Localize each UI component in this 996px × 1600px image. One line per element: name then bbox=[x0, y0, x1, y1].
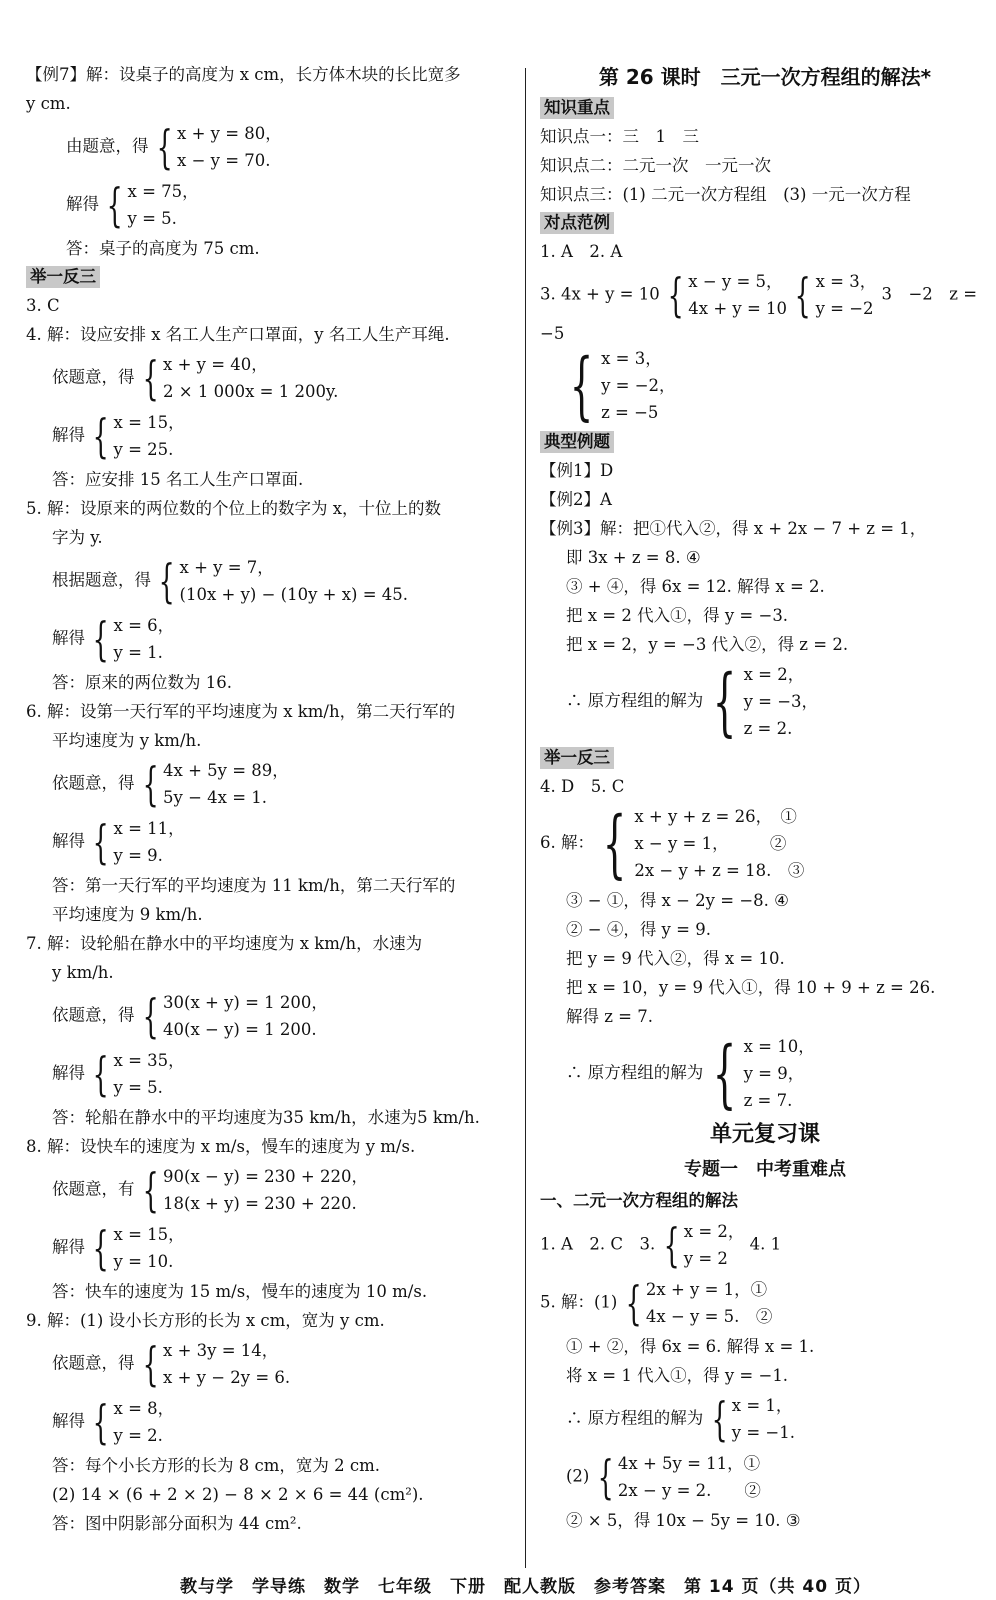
setup-text: 依题意，有 bbox=[52, 1179, 135, 1199]
solution: x = 8， bbox=[113, 1399, 175, 1418]
equation: 40(x − y) = 1 200. bbox=[163, 1020, 317, 1039]
solve-text: 解得 bbox=[52, 425, 85, 445]
q5-answer: 答：原来的两位数为 16. bbox=[52, 673, 232, 692]
q7-line2: y km/h. bbox=[52, 963, 114, 982]
q6-line1: 6. 解：设第一天行军的平均速度为 x km/h，第二天行军的 bbox=[26, 702, 456, 721]
q5-line2: 字为 y. bbox=[52, 528, 103, 547]
answer-3-prefix: 3. 4x + y = 10 bbox=[540, 284, 660, 304]
review-5-system: 5. 解：(1) { 2x + y = 1，① 4x − y = 5. ② bbox=[540, 1276, 773, 1330]
q6-step4: 把 x = 10，y = 9 代入①，得 10 + 9 + z = 26. bbox=[566, 978, 936, 997]
solution: x = 3， bbox=[815, 272, 877, 291]
example-3-solution: ∴ 原方程组的解为 { x = 2， y = −3， z = 2. bbox=[566, 658, 819, 745]
right-column bbox=[540, 60, 990, 1535]
knowledge-point-1: 知识点一：三 1 三 bbox=[540, 127, 699, 146]
answers-4-5: 4. D 5. C bbox=[540, 777, 625, 796]
section-heading: 举一反三 bbox=[26, 266, 100, 288]
q7-line1: 7. 解：设轮船在静水中的平均速度为 x km/h，水速为 bbox=[26, 934, 423, 953]
solution: y = 9. bbox=[113, 846, 163, 865]
ex7-line1: 【例7】解：设桌子的高度为 x cm，长方体木块的长比宽多 bbox=[26, 65, 461, 84]
q9-line1: 9. 解：(1) 设小长方形的长为 x cm，宽为 y cm. bbox=[26, 1311, 385, 1330]
equation: 30(x + y) = 1 200， bbox=[163, 993, 328, 1012]
review-5-solution: ∴ 原方程组的解为 { x = 1， y = −1. bbox=[566, 1392, 795, 1446]
equation: x − y = 1， ② bbox=[634, 834, 787, 853]
q5-line1: 5. 解：设原来的两位数的个位上的数字为 x，十位上的数 bbox=[26, 499, 442, 518]
example-1: 【例1】D bbox=[540, 461, 614, 480]
solution: x = 3， bbox=[601, 349, 662, 368]
conclusion-text: ∴ 原方程组的解为 bbox=[566, 691, 704, 710]
q9-solution: 解得 { x = 8， y = 2. bbox=[52, 1395, 175, 1449]
q9-system: 依题意，得 { x + 3y = 14， x + y − 2y = 6. bbox=[52, 1337, 291, 1391]
conclusion-text: ∴ 原方程组的解为 bbox=[566, 1408, 704, 1428]
solution: z = 7. bbox=[743, 1091, 793, 1110]
review-prefix: 1. A 2. C 3. bbox=[540, 1234, 656, 1254]
review-5-step2: 将 x = 1 代入①，得 y = −1. bbox=[566, 1366, 789, 1385]
answers-1-2: 1. A 2. A bbox=[540, 242, 623, 261]
q6-answer2: 平均速度为 9 km/h. bbox=[52, 905, 203, 924]
review-5b-system: (2) { 4x + 5y = 11，① 2x − y = 2. ② bbox=[566, 1450, 761, 1504]
q9-part2: (2) 14 × (6 + 2 × 2) − 8 × 2 × 6 = 44 (cm²). bbox=[52, 1485, 424, 1504]
equation: 4x − y = 5. ② bbox=[645, 1307, 773, 1326]
solution: y = −2 bbox=[815, 299, 874, 318]
q6-line2: 平均速度为 y km/h. bbox=[52, 731, 202, 750]
equation: 4x + y = 10 bbox=[688, 299, 788, 318]
ex7-solution: 解得 { x = 75， y = 5. bbox=[66, 178, 199, 232]
subheading: 一、二元一次方程组的解法 bbox=[540, 1191, 738, 1210]
knowledge-point-2: 知识点二：二元一次 一元一次 bbox=[540, 156, 771, 175]
q6-step3: 把 y = 9 代入②，得 x = 10. bbox=[566, 949, 785, 968]
setup-text: 依题意，得 bbox=[52, 1005, 135, 1025]
q8-line1: 8. 解：设快车的速度为 x m/s，慢车的速度为 y m/s. bbox=[26, 1137, 416, 1156]
equation: 2x + y = 1，① bbox=[645, 1280, 768, 1299]
solve-text: 解得 bbox=[66, 194, 99, 214]
lesson-title: 第 26 课时 三元一次方程组的解法* bbox=[598, 65, 932, 89]
example-3-line3: ③ + ④，得 6x = 12. 解得 x = 2. bbox=[566, 577, 825, 596]
topic-title: 专题一 中考重难点 bbox=[684, 1159, 846, 1180]
section-heading: 举一反三 bbox=[540, 747, 614, 769]
setup-text: 根据题意，得 bbox=[52, 570, 151, 590]
example-2: 【例2】A bbox=[540, 490, 612, 509]
solution: z = −5 bbox=[601, 403, 659, 422]
setup-text: 依题意，得 bbox=[52, 773, 135, 793]
q5-system: 根据题意，得 { x + y = 7， (10x + y) − (10y + x) = 45. bbox=[52, 554, 409, 608]
unit-title: 单元复习课 bbox=[709, 1122, 820, 1147]
q6-system: 6. 解： { x + y + z = 26， ① x − y = 1， ② 2x − y + z = 18. ③ bbox=[540, 800, 805, 887]
equation: x + y − 2y = 6. bbox=[163, 1368, 291, 1387]
solution: x = 75， bbox=[127, 182, 199, 201]
solution: y = 2. bbox=[113, 1426, 163, 1445]
review-5b-prefix: (2) bbox=[566, 1466, 590, 1486]
solution: z = 2. bbox=[743, 719, 793, 738]
equation: 4x + 5y = 11，① bbox=[617, 1454, 761, 1473]
q6-solution: 解得 { x = 11， y = 9. bbox=[52, 815, 185, 869]
knowledge-point-3: 知识点三：(1) 二元一次方程组 (3) 一元一次方程 bbox=[540, 185, 911, 204]
example-3-line5: 把 x = 2，y = −3 代入②，得 z = 2. bbox=[566, 635, 849, 654]
q9-answer: 答：每个小长方形的长为 8 cm，宽为 2 cm. bbox=[52, 1456, 380, 1475]
setup-text: 依题意，得 bbox=[52, 1353, 135, 1373]
solution: x = 6， bbox=[113, 616, 175, 635]
equation: 18(x + y) = 230 + 220. bbox=[163, 1194, 357, 1213]
equation: x + y + z = 26， ① bbox=[634, 807, 797, 826]
review-5b-step1: ② × 5，得 10x − 5y = 10. ③ bbox=[566, 1511, 801, 1530]
conclusion-text: ∴ 原方程组的解为 bbox=[566, 1063, 704, 1082]
q4-line1: 4. 解：设应安排 x 名工人生产口罩面，y 名工人生产耳绳. bbox=[26, 325, 450, 344]
example-3-line2: 即 3x + z = 8. ④ bbox=[566, 548, 701, 567]
answer-3-final: { x = 3， y = −2， z = −5 bbox=[569, 342, 676, 429]
solution: y = −1. bbox=[731, 1423, 795, 1442]
equation: 5y − 4x = 1. bbox=[163, 788, 268, 807]
solution: x = 2， bbox=[683, 1222, 745, 1241]
section-heading: 典型例题 bbox=[540, 431, 614, 453]
example-3-line4: 把 x = 2 代入①，得 y = −3. bbox=[566, 606, 789, 625]
ex7-answer: 答：桌子的高度为 75 cm. bbox=[66, 239, 260, 258]
equation: 2 × 1 000x = 1 200y. bbox=[163, 382, 339, 401]
solution: x = 2， bbox=[743, 665, 805, 684]
q6-system: 依题意，得 { 4x + 5y = 89， 5y − 4x = 1. bbox=[52, 757, 289, 811]
answer-3-suffix: 3 −2 z = −5 bbox=[540, 284, 978, 343]
setup-text: 由题意，得 bbox=[66, 136, 149, 156]
column-divider bbox=[525, 68, 526, 1568]
review-suffix: 4. 1 bbox=[749, 1234, 782, 1254]
q8-system: 依题意，有 { 90(x − y) = 230 + 220， 18(x + y) = 230 + 220. bbox=[52, 1163, 368, 1217]
solution: x = 1， bbox=[731, 1396, 793, 1415]
answer-3: 3. 4x + y = 10 { x − y = 5， 4x + y = 10 { x = 3， y = −2 3 −2 z = −5 bbox=[540, 268, 978, 343]
solution: y = −2， bbox=[601, 376, 676, 395]
solve-text: 解得 bbox=[52, 1411, 85, 1431]
q6-answer1: 答：第一天行军的平均速度为 11 km/h，第二天行军的 bbox=[52, 876, 456, 895]
equation: 90(x − y) = 230 + 220， bbox=[163, 1167, 368, 1186]
q4-answer: 答：应安排 15 名工人生产口罩面. bbox=[52, 470, 304, 489]
ex7-line2: y cm. bbox=[26, 94, 71, 113]
solution: y = 25. bbox=[113, 440, 174, 459]
solution: x = 15， bbox=[113, 1225, 185, 1244]
page-footer: 教与学 学导练 数学 七年级 下册 配人教版 参考答案 第 14 页（共 40 页） bbox=[180, 1577, 871, 1597]
solution: x = 15， bbox=[113, 413, 185, 432]
solve-text: 解得 bbox=[52, 628, 85, 648]
section-heading: 知识重点 bbox=[540, 97, 614, 119]
q6-step5: 解得 z = 7. bbox=[566, 1007, 653, 1026]
solution: y = 10. bbox=[113, 1252, 174, 1271]
q6-solution: ∴ 原方程组的解为 { x = 10， y = 9， z = 7. bbox=[566, 1030, 815, 1117]
review-5-prefix: 5. 解：(1) bbox=[540, 1292, 618, 1312]
q4-system: 依题意，得 { x + y = 40， 2 × 1 000x = 1 200y. bbox=[52, 351, 339, 405]
section-heading: 对点范例 bbox=[540, 212, 614, 234]
q9-answer2: 答：图中阴影部分面积为 44 cm². bbox=[52, 1514, 302, 1533]
equation: 2x − y + z = 18. ③ bbox=[634, 861, 805, 880]
q7-answer: 答：轮船在静水中的平均速度为35 km/h，水速为5 km/h. bbox=[52, 1108, 480, 1127]
solution: y = −3， bbox=[743, 692, 819, 711]
equation: 2x − y = 2. ② bbox=[617, 1481, 761, 1500]
equation: (10x + y) − (10y + x) = 45. bbox=[179, 585, 409, 604]
solution: x = 11， bbox=[113, 819, 185, 838]
ex7-system: 由题意，得 { x + y = 80， x − y = 70. bbox=[66, 120, 282, 174]
q5-solution: 解得 { x = 6， y = 1. bbox=[52, 612, 175, 666]
equation: x − y = 70. bbox=[177, 151, 271, 170]
q8-answer: 答：快车的速度为 15 m/s，慢车的速度为 10 m/s. bbox=[52, 1282, 428, 1301]
solution: y = 1. bbox=[113, 643, 163, 662]
q7-system: 依题意，得 { 30(x + y) = 1 200， 40(x − y) = 1 200. bbox=[52, 989, 328, 1043]
solve-text: 解得 bbox=[52, 831, 85, 851]
solve-text: 解得 bbox=[52, 1237, 85, 1257]
q3-answer: 3. C bbox=[26, 296, 60, 315]
solution: y = 5. bbox=[113, 1078, 163, 1097]
equation: x + 3y = 14， bbox=[163, 1341, 279, 1360]
solution: y = 5. bbox=[127, 209, 177, 228]
q7-solution: 解得 { x = 35， y = 5. bbox=[52, 1047, 185, 1101]
q6-step1: ③ − ①，得 x − 2y = −8. ④ bbox=[566, 891, 789, 910]
left-column bbox=[26, 60, 516, 1538]
example-3-line1: 【例3】解：把①代入②，得 x + 2x − 7 + z = 1， bbox=[540, 519, 927, 538]
solution: x = 35， bbox=[113, 1051, 185, 1070]
q8-solution: 解得 { x = 15， y = 10. bbox=[52, 1221, 185, 1275]
solution: y = 9， bbox=[743, 1064, 805, 1083]
q6-prefix: 6. 解： bbox=[540, 833, 594, 852]
equation: x + y = 80， bbox=[177, 124, 282, 143]
solve-text: 解得 bbox=[52, 1063, 85, 1083]
setup-text: 依题意，得 bbox=[52, 367, 135, 387]
q4-solution: 解得 { x = 15， y = 25. bbox=[52, 409, 185, 463]
equation: x + y = 7， bbox=[179, 558, 274, 577]
solution: y = 2 bbox=[683, 1249, 728, 1268]
equation: x + y = 40， bbox=[163, 355, 268, 374]
q6-step2: ② − ④，得 y = 9. bbox=[566, 920, 711, 939]
equation: x − y = 5， bbox=[688, 272, 783, 291]
solution: x = 10， bbox=[743, 1037, 815, 1056]
review-answers-1-4: 1. A 2. C 3. { x = 2， y = 2 4. 1 bbox=[540, 1218, 782, 1272]
equation: 4x + 5y = 89， bbox=[163, 761, 289, 780]
review-5-step1: ① + ②，得 6x = 6. 解得 x = 1. bbox=[566, 1337, 815, 1356]
